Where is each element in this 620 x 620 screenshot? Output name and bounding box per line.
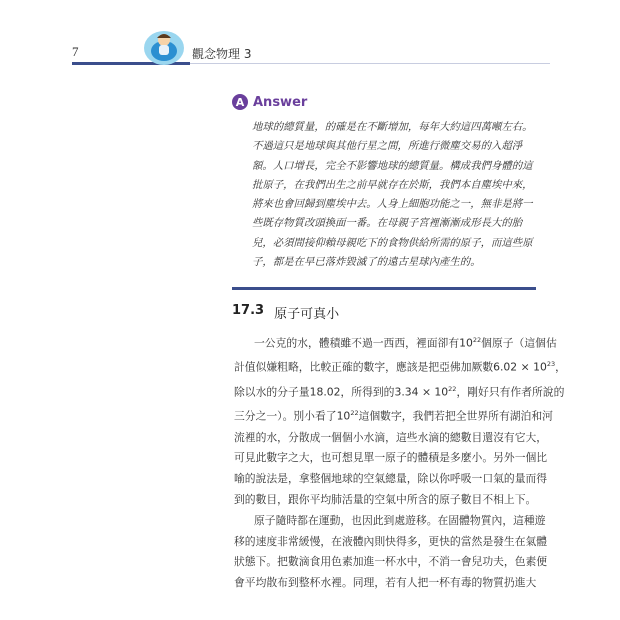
answer-badge-icon: A xyxy=(232,94,248,110)
answer-line: 將來也會回歸到塵埃中去。人身上細胞功能之一，無非是將一 xyxy=(252,198,533,211)
answer-body xyxy=(252,118,533,272)
page-number: 7 xyxy=(72,44,79,59)
body-line: 原子隨時都在運動，也因此到處遊移。在固體物質內，這種遊 xyxy=(254,513,546,527)
body-line: 計值似嫌粗略，比較正確的數字，應該是把亞佛加厥數$6.02 \times 10^{23}$， xyxy=(234,360,566,374)
answer-line: 批原子，在我們出生之前早就存在於斯，我們本自塵埃中來， xyxy=(252,178,533,191)
body-line: 可見此數字之大，也可想見單一原子的體積是多麼小。另外一個比 xyxy=(234,451,548,465)
section-heading xyxy=(232,303,339,322)
answer-line: 兒，必須間接仰賴母親吃下的食物供給所需的原子，而這些原 xyxy=(252,236,533,249)
body-line: 會平均散布到整杯水裡。同理，若有人把一杯有毒的物質扔進大 xyxy=(234,576,537,590)
body-line: 移的速度非常緩慢，在液體內則快得多，更快的當然是發生在氣體 xyxy=(234,534,548,548)
body-line: 除以水的分子量18.02，所得到的$3.34 \times 10^{22}$，剛好只有作者所說的 xyxy=(234,384,565,399)
answer-line: 不過這只是地球與其他行星之間，所進行微塵交易的入超淨 xyxy=(252,140,523,153)
mascot-icon xyxy=(142,26,186,66)
answer-line: 子，都是在早已落炸毀滅了的遠古星球內產生的。 xyxy=(252,256,481,269)
body-line: 狀態下。把數滴食用色素加進一杯水中，不消一會兒功夫，色素便 xyxy=(234,555,548,569)
answer-line: 額。人口增長，完全不影響地球的總質量。構成我們身體的這 xyxy=(252,159,533,172)
body-text xyxy=(234,330,566,594)
section-number: 17.3 xyxy=(232,303,265,318)
body-line: 一公克的水，體積雖不過一西西，裡面卻有$10^{22}$個原子（這個估 xyxy=(254,336,557,350)
body-line: 流裡的水，分散成一個個小水滴，這些水滴的總數目還沒有它大， xyxy=(234,430,548,444)
book-title: 觀念物理 3 xyxy=(192,47,252,61)
body-line: 喻的說法是，拿整個地球的空氣總量，除以你呼吸一口氣的量而得 xyxy=(234,472,548,486)
section-rule xyxy=(232,287,536,290)
answer-line: 地球的總質量，的確是在不斷增加，每年大約這四萬噸左右。 xyxy=(252,121,533,133)
answer-line: 些既存物質改頭換面一番。在母親子宮裡漸漸成形長大的胎 xyxy=(252,217,523,230)
body-line: 到的數目，跟你平均肺活量的空氣中所含的原子數目不相上下。 xyxy=(234,492,537,506)
answer-heading xyxy=(232,94,307,110)
answer-label: Answer xyxy=(253,94,308,110)
body-line: 三分之一）。別小看了$10^{22}$這個數字，我們若把全世界所有湖泊和河 xyxy=(234,409,553,423)
section-title: 原子可真小 xyxy=(274,307,340,322)
header-rule-light xyxy=(190,63,550,64)
